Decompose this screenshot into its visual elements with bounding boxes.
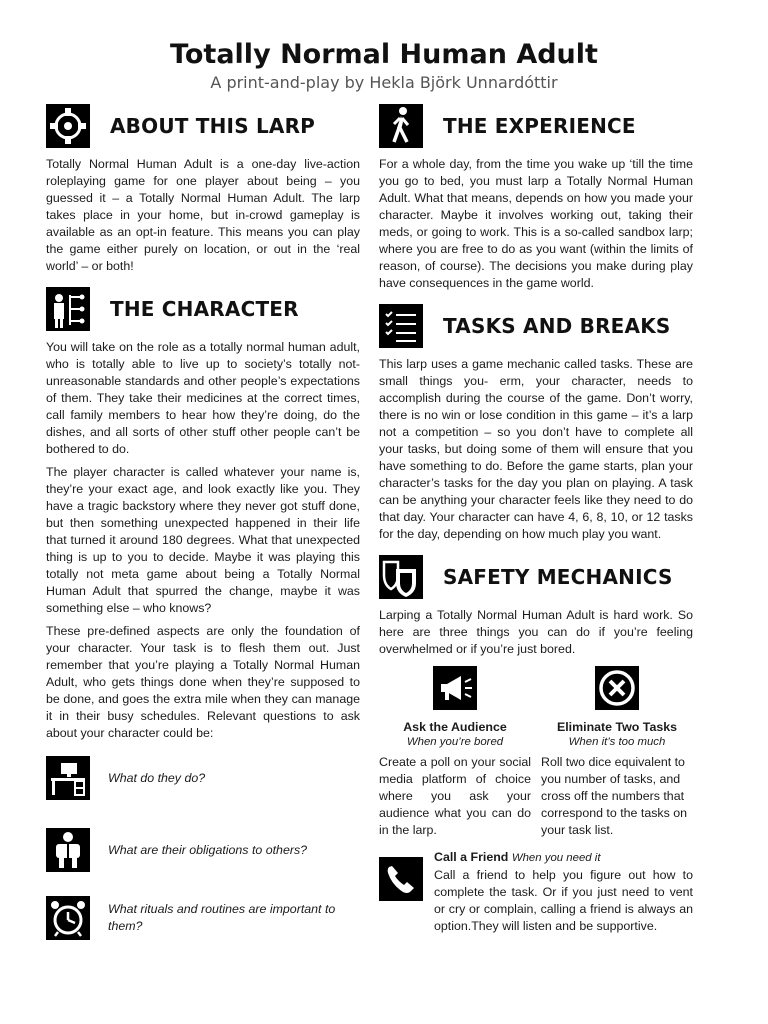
tasks-heading: TASKS AND BREAKS: [443, 314, 671, 338]
safety-option-ask-audience: [379, 666, 531, 845]
walking-person-icon: [379, 104, 423, 148]
shields-icon: [379, 555, 423, 599]
about-section-header: [46, 104, 360, 148]
question-text: What do they do?: [108, 770, 206, 785]
call-friend-when: When you need it: [511, 852, 601, 864]
title-block: [0, 38, 768, 93]
safety-option-eliminate-tasks: [541, 666, 693, 845]
safety-intro: Larping a Totally Normal Human Adult is hard work. So here are three things you can do if you’re feeling overwhelmed or if you’re just bored.: [379, 608, 693, 656]
tasks-text: This larp uses a game mechanic called tasks. These are small things you- erm, your character, needs to accomplish during the course of the game. Don’t worry, there is no win or lose condition in this game – it’s a larp not a competition – so you don’t have to complete all your tasks, but doing some of them will ensure that you have something to do. Before the game starts, plan your character’s tasks for the day you plan on playing. A task can be anything your character feels like they need to do that day. Your character can have 4, 6, 8, 10, or 12 tasks for the day, depending on how much play you want.: [379, 357, 693, 541]
safety-options: [379, 666, 693, 845]
safety-option-when: When it’s too much: [568, 736, 666, 748]
x-circle-icon: [595, 666, 639, 710]
page-subtitle: A print-and-play by Hekla Björk Unnardóttir: [210, 73, 558, 92]
question-item: [46, 896, 360, 940]
safety-option-text: Create a poll on your social media platform of choice where you ask your audience what you can do in the larp.: [379, 755, 531, 837]
character-heading: THE CHARACTER: [110, 297, 299, 321]
safety-option-title: Eliminate Two Tasks: [556, 720, 678, 734]
people-icon: [46, 828, 90, 872]
character-section-header: [46, 287, 360, 331]
question-item: [46, 828, 360, 872]
question-text: What rituals and routines are important to them?: [108, 902, 336, 933]
character-paragraph-2: The player character is called whatever your name is, they’re your exact age, and look exactly like you. They have a tragic backstory where they never got stuff done, but then something unexpected happened in their life that turned it around 180 degrees. What that unexpected thing is up to you to decide. Maybe it was playing this totally not meta game about being a Totally Normal Human Adult that spurred the change, maybe it was something else – who knows?: [46, 465, 360, 615]
phone-icon: [379, 857, 423, 901]
safety-heading: SAFETY MECHANICS: [443, 565, 673, 589]
safety-section-header: [379, 555, 693, 599]
tasks-section-header: [379, 304, 693, 348]
gamepad-icon: [46, 104, 90, 148]
character-paragraph-3: These pre-defined aspects are only the foundation of your character. Your task is to flesh them out. Just remember that you’re playing a Totally Normal Human Adult, who gets things done when they’re supposed to be done, and goes the extra mile when they can manage it in their busy schedules. Relevant questions to ask about your character could be:: [46, 624, 360, 740]
call-friend-text: Call a friend to help you figure out how to complete the task. Or if you just need to vent or cry or complain, calling a friend is always an option.They will listen and be supportive.: [434, 868, 693, 933]
left-column: [46, 104, 360, 948]
safety-option-call-friend: [379, 849, 693, 941]
person-chart-icon: [46, 287, 90, 331]
page-title: Totally Normal Human Adult: [170, 39, 598, 70]
safety-option-text: Roll two dice equivalent to you number of tasks, and cross off the numbers that correspond to the tasks on your task list.: [541, 755, 688, 837]
safety-option-when: When you’re bored: [406, 736, 504, 748]
experience-text: For a whole day, from the time you wake up ‘till the time you go to bed, you must larp a Totally Normal Human Adult. What that means, depends on how you made your character. Maybe it involves working out, taking their meds, or going to work. This is a so-called sandbox larp; where you are free to do as you want (within the limits of reason, of course). The decisions you make during play have consequences in the game world.: [379, 157, 693, 290]
experience-section-header: [379, 104, 693, 148]
megaphone-icon: [433, 666, 477, 710]
about-text: Totally Normal Human Adult is a one-day live-action roleplaying game for one player about being – you guessed it – a Totally Normal Human Adult. The larp takes place in your home, but in-crowd gameplay is available as an opt-in feature. This means you can play the game either purely on location, or out in the ‘real world’ – or both!: [46, 157, 360, 273]
question-text: What are their obligations to others?: [108, 842, 308, 857]
character-paragraph-1: You will take on the role as a totally normal human adult, who is totally able to live up to society’s totally not-unreasonable standards and other people’s expectations of them. They take their medicines at the correct times, call family members to hear how they’re doing, do the dishes, and all sorts of other stuff other people can’t be bothered to do.: [46, 340, 360, 456]
alarm-clock-icon: [46, 896, 90, 940]
about-heading: ABOUT THIS LARP: [110, 114, 316, 138]
question-item: [46, 756, 360, 800]
desk-icon: [46, 756, 90, 800]
call-friend-title: Call a Friend: [434, 850, 509, 864]
right-column: [379, 104, 693, 941]
experience-heading: THE EXPERIENCE: [443, 114, 636, 138]
safety-option-title: Ask the Audience: [403, 720, 507, 734]
checklist-icon: [379, 304, 423, 348]
